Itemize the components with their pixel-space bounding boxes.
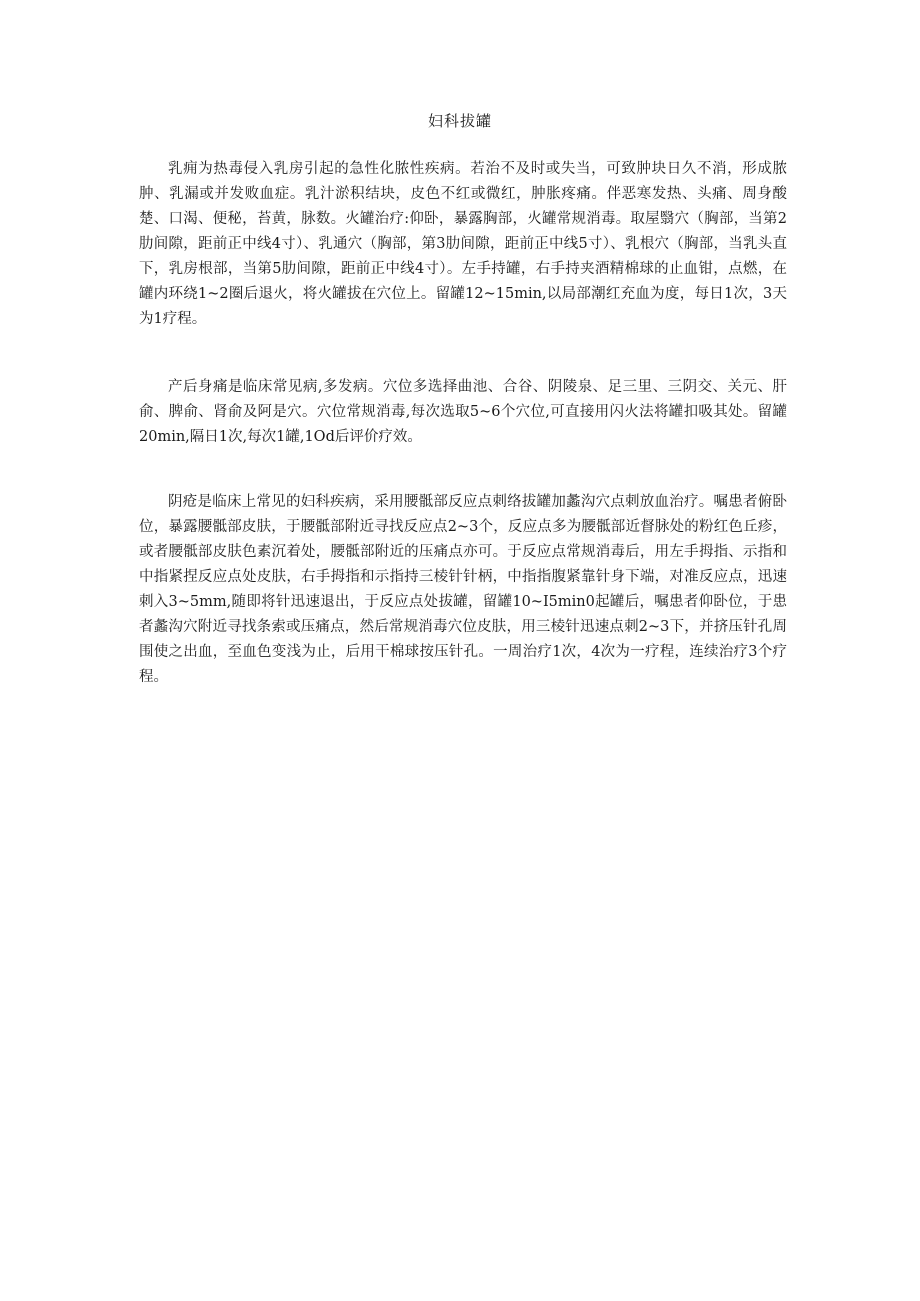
paragraph-vulvar-sore: 阴疮是临床上常见的妇科疾病，采用腰骶部反应点刺络拔罐加蠡沟穴点刺放血治疗。嘱患者俯卧位，暴露腰骶部皮肤，于腰骶部附近寻找反应点2~3个，反应点多为腰骶部近督脉处的粉红色丘疹，或者腰骶部皮肤色素沉着处，腰骶部附近的压痛点亦可。于反应点常规消毒后，用左手拇指、示指和中指紧捏反应点处皮肤，右手拇指和示指持三棱针针柄，中指指腹紧靠针身下端，对准反应点，迅速刺入3~5mm,随即将针迅速退出，于反应点处拔罐，留罐10~I5min0起罐后，嘱患者仰卧位，于患者蠡沟穴附近寻找条索或压痛点，然后常规消毒穴位皮肤，用三棱针迅速点刺2~3下，并挤压针孔周围使之出血，至血色变浅为止，后用干棉球按压针孔。一周治疗1次，4次为一疗程，连续治疗3个疗程。 xyxy=(139,494,787,685)
document-title: 妇科拔罐 xyxy=(427,112,492,130)
paragraph-mastitis: 乳痈为热毒侵入乳房引起的急性化脓性疾病。若治不及时或失当，可致肿块日久不消，形成脓肿、乳漏或并发败血症。乳汁淤积结块，皮色不红或微红，肿胀疼痛。伴恶寒发热、头痛、周身酸楚、口渴、便秘，苔黄，脉数。火罐治疗:仰卧，暴露胸部，火罐常规消毒。取屋翳穴（胸部，当第2肋间隙，距前正中线4寸）、乳通穴（胸部，第3肋间隙，距前正中线5寸）、乳根穴（胸部，当乳头直下，乳房根部，当第5肋间隙，距前正中线4寸）。左手持罐，右手持夹酒精棉球的止血钳，点燃，在罐内环绕1~2圈后退火，将火罐拔在穴位上。留罐12~15min,以局部潮红充血为度，每日1次，3天为1疗程。 xyxy=(139,161,787,327)
paragraph-postpartum-pain: 产后身痛是临床常见病,多发病。穴位多选择曲池、合谷、阴陵泉、足三里、三阴交、关元、肝俞、脾俞、肾俞及阿是穴。穴位常规消毒,每次选取5~6个穴位,可直接用闪火法将罐扣吸其处。留罐20min,隔日1次,每次1罐,1Od后评价疗效。 xyxy=(139,379,787,445)
